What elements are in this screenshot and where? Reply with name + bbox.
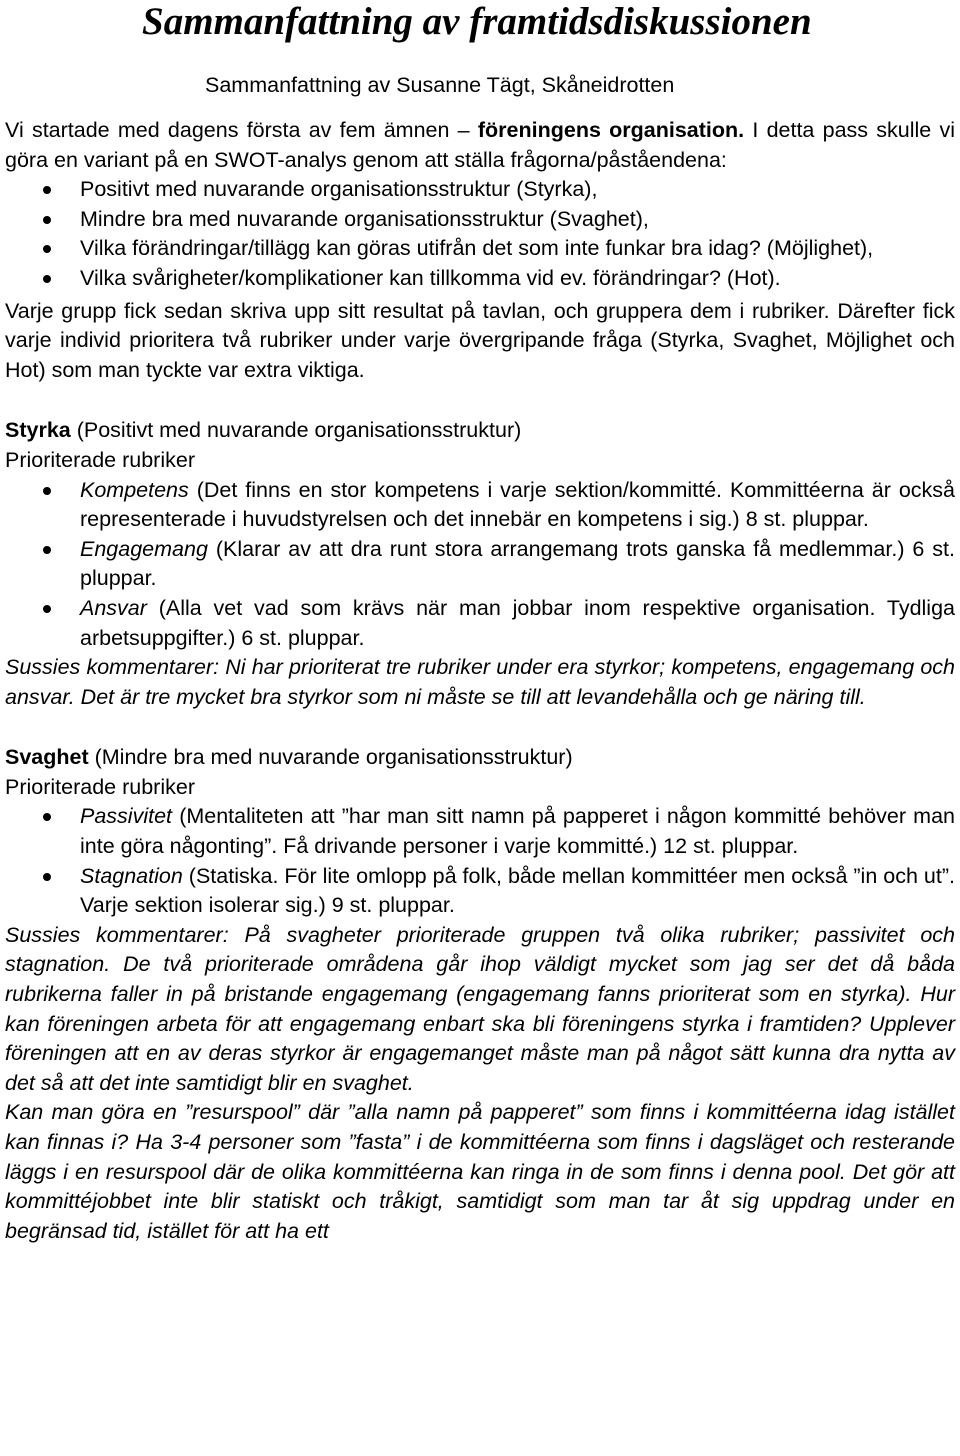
intro-paragraph	[5, 116, 955, 175]
list-item: Passivitet (Mentaliteten att ”har man sitt namn på papperet i någon kommitté behöver man inte göra någonting”. Få drivande personer i varje kommitté.) 12 st. pluppar.	[5, 802, 955, 861]
svaghet-heading: Svaghet (Mindre bra med nuvarande organisationsstruktur)	[5, 745, 573, 770]
styrka-comment: Sussies kommentarer: Ni har prioriterat tre rubriker under era styrkor; kompetens, engagemang och ansvar. Det är tre mycket bra styrkor som ni måste se till att levandehålla och ge näring till.	[5, 655, 955, 709]
list-item: Positivt med nuvarande organisationsstruktur (Styrka),	[5, 175, 955, 205]
document-title: Sammanfattning av framtidsdiskussionen	[142, 0, 812, 43]
svaghet-section	[5, 743, 955, 1246]
list-item: Kompetens (Det finns en stor kompetens i varje sektion/kommitté. Kommittéerna är också representerade i huvudstyrelsen och det innebär en kompetens i sig.) 8 st. pluppar.	[5, 476, 955, 535]
bullet-icon	[43, 216, 51, 224]
bullet-icon	[43, 186, 51, 194]
list-item: Vilka svårigheter/komplikationer kan tillkomma vid ev. förändringar? (Hot).	[5, 264, 955, 294]
list-item: Mindre bra med nuvarande organisationsstruktur (Svaghet),	[5, 205, 955, 235]
intro-text-start: Vi startade med dagens första av fem ämnen –	[5, 118, 478, 142]
styrka-heading: Styrka (Positivt med nuvarande organisationsstruktur)	[5, 418, 522, 443]
svaghet-comment: Sussies kommentarer: På svagheter prioriterade gruppen två olika rubriker; passivitet och stagnation. De två prioriterade områdena går ihop väldigt mycket som jag ser det då båda rubrikerna faller in på bristande engagemang (engagemang fanns prioriterat som en styrka). Hur kan föreningen arbeta för att engagemang enbart ska bli föreningens styrka i framtiden? Upplever föreningen att en av deras styrkor är engagemanget måste man på något sätt kunna dra nytta av det så att det inte samtidigt blir en svaghet.	[5, 922, 955, 1095]
bullet-icon	[43, 813, 51, 821]
bullet-icon	[43, 275, 51, 283]
bullet-icon	[43, 605, 51, 613]
intro-topic: föreningens organisation.	[477, 118, 745, 142]
bullet-icon	[43, 487, 51, 495]
svaghet-subheading: Prioriterade rubriker	[5, 774, 195, 799]
styrka-subheading: Prioriterade rubriker	[5, 447, 195, 472]
styrka-section	[5, 416, 955, 712]
bullet-icon	[43, 245, 51, 253]
list-item: Engagemang (Klarar av att dra runt stora arrangemang trots ganska få medlemmar.) 6 st. pluppar.	[5, 535, 955, 594]
bullet-icon	[43, 873, 51, 881]
bullet-icon	[43, 546, 51, 554]
styrka-list	[5, 476, 955, 654]
swot-question-list	[5, 175, 955, 293]
svaghet-list	[5, 802, 955, 920]
list-item: Stagnation (Statiska. För lite omlopp på folk, både mellan kommittéer men också ”in och ut”. Varje sektion isolerar sig.) 9 st. pluppar.	[5, 862, 955, 921]
list-item: Vilka förändringar/tillägg kan göras utifrån det som inte funkar bra idag? (Möjlighet),	[5, 234, 955, 264]
svaghet-comment-continued: Kan man göra en ”resurspool” där ”alla namn på papperet” som finns i kommittéerna idag istället kan finnas i? Ha 3-4 personer som ”fasta” i de kommittéerna som finns i dagsläget och resterande läggs i en resurspool där de olika kommittéerna kan ringa in de som finns i denna pool. Det gör att kommittéjobbet inte blir statiskt och tråkigt, samtidigt som man tar åt sig uppdrag under en begränsad tid, istället för att ha ett	[5, 1100, 955, 1243]
document-subtitle: Sammanfattning av Susanne Tägt, Skåneidrotten	[205, 73, 675, 97]
list-item: Ansvar (Alla vet vad som krävs när man jobbar inom respektive organisation. Tydliga arbetsuppgifter.) 6 st. pluppar.	[5, 594, 955, 653]
intro-text-end: I detta pass skulle vi göra en variant på en SWOT-analys genom att ställa frågorna/påståendena:	[5, 118, 955, 172]
method-paragraph: Varje grupp fick sedan skriva upp sitt resultat på tavlan, och gruppera dem i rubriker. Därefter fick varje individ prioritera två rubriker under varje övergripande fråga (Styrka, Svaghet, Möjlighet och Hot) som man tyckte var extra viktiga.	[5, 298, 955, 382]
